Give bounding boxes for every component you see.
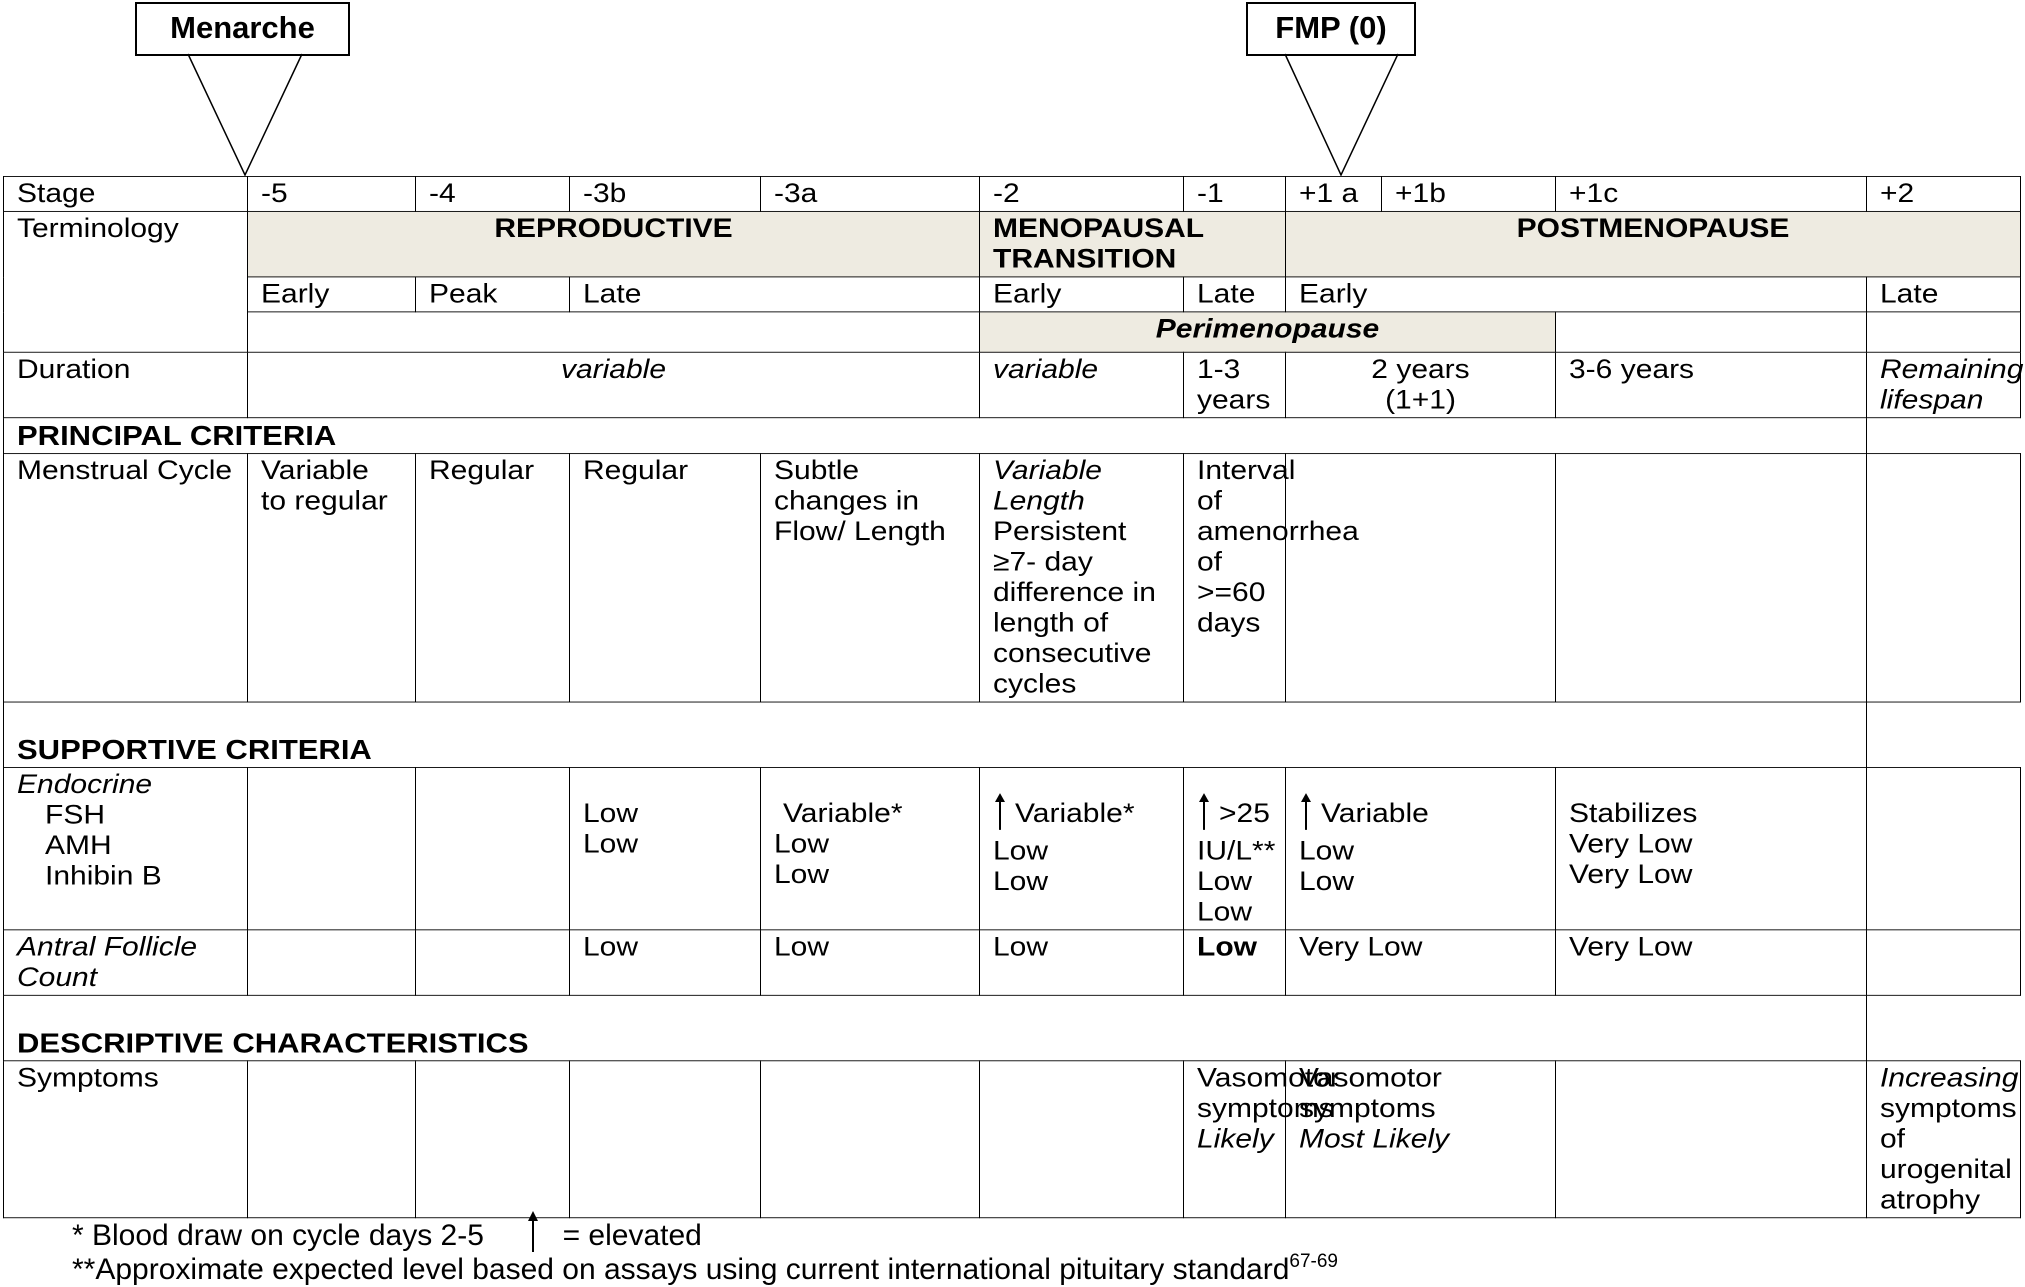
duration-row	[4, 352, 2021, 417]
duration-late-transition: 1-3 years	[1184, 352, 1286, 417]
inhibin-value: Low	[774, 859, 830, 890]
vasomotor-text: Vasomotor symptoms	[1299, 1063, 1442, 1124]
stage-cell: +1b	[1382, 176, 1556, 211]
stage-row	[4, 176, 2021, 211]
subphase-late: Late	[1184, 277, 1286, 312]
empty-cell	[248, 768, 416, 930]
duration-reproductive: variable	[248, 352, 980, 417]
perimenopause-row	[4, 312, 2021, 352]
empty-cell	[1556, 1061, 1867, 1218]
up-arrow-icon	[993, 793, 1007, 831]
duration-label: Duration	[4, 352, 248, 417]
amh-value: Low	[1299, 836, 1355, 866]
stage-cell: -3a	[761, 176, 980, 211]
subphase-early: Early	[1286, 277, 1867, 312]
fsh-label: FSH	[45, 800, 105, 830]
empty-cell	[248, 1061, 416, 1218]
menstrual-variable-length: Variable Length	[993, 455, 1102, 516]
terminology-label: Terminology	[4, 211, 248, 352]
subphase-early: Early	[248, 277, 416, 312]
stage-cell: +2	[1867, 176, 2021, 211]
footnote-2	[72, 1245, 1338, 1287]
symptoms-label: Symptoms	[4, 1061, 248, 1218]
symptoms-row	[4, 1061, 2021, 1218]
endocrine-cell	[570, 768, 761, 930]
perimenopause-band: Perimenopause	[980, 312, 1556, 352]
likelihood-text: Most Likely	[1299, 1124, 1450, 1154]
symptoms-cell	[1184, 1061, 1340, 1218]
duration-early-post	[1286, 352, 1556, 417]
footnote-blood-draw: * Blood draw on cycle days 2-5	[72, 1219, 484, 1252]
amh-label: AMH	[45, 830, 112, 861]
endocrine-cell	[1286, 768, 1556, 930]
descriptive-characteristics-heading: DESCRIPTIVE CHARACTERISTICS	[4, 995, 1867, 1060]
fsh-row	[1299, 798, 1542, 836]
fsh-row	[993, 798, 1170, 836]
subphase-early: Early	[980, 277, 1184, 312]
phase-reproductive: REPRODUCTIVE	[248, 211, 980, 276]
empty-cell	[248, 930, 416, 995]
empty-cell	[416, 768, 570, 930]
up-arrow-icon	[1197, 793, 1211, 831]
symptoms-cell	[1867, 1061, 2021, 1218]
principal-criteria-heading: PRINCIPAL CRITERIA	[4, 418, 1867, 454]
empty-cell	[416, 1061, 570, 1218]
empty-cell	[570, 1061, 761, 1218]
stage-cell: +1c	[1556, 176, 1867, 211]
stage-cell: -5	[248, 176, 416, 211]
footnote-approx: **Approximate expected level based on assays using current international pituitary standard	[72, 1253, 1290, 1286]
inhibin-value: Low	[993, 866, 1049, 897]
vasomotor-text: Vasomotor symptoms	[1197, 1063, 1340, 1124]
menstrual-persistent: Persistent ≥7- day difference in length of consecutive cycles	[993, 516, 1156, 699]
amh-value: Low	[993, 836, 1049, 866]
menstrual-cell	[980, 454, 1184, 702]
menstrual-row	[4, 454, 2021, 702]
duration-early-post-split: (1+1)	[1385, 384, 1456, 415]
endocrine-cell	[980, 768, 1184, 930]
staging-table	[3, 176, 2024, 1218]
duration-post-c: 3-6 years	[1556, 352, 1867, 417]
terminology-row	[4, 211, 2021, 276]
duration-early-transition: variable	[980, 352, 1184, 417]
footnote-reference: 67-69	[1289, 1251, 1338, 1272]
empty-cell	[1867, 454, 2021, 702]
subphase-late: Late	[570, 277, 980, 312]
up-arrow-icon	[1299, 793, 1313, 831]
empty-cell	[980, 1061, 1184, 1218]
fsh-value: Variable	[1321, 798, 1429, 829]
afc-row	[4, 930, 2021, 995]
inhibin-value: Low	[1299, 866, 1355, 897]
afc-label: Antral Follicle Count	[4, 930, 248, 995]
afc-cell: Very Low	[1556, 930, 1867, 995]
menarche-pointer	[188, 54, 302, 175]
endocrine-label-cell	[4, 768, 248, 930]
endocrine-cell	[1556, 768, 1867, 930]
stage-cell: -1	[1184, 176, 1286, 211]
afc-cell: Low	[761, 930, 980, 995]
empty-cell	[1867, 930, 2021, 995]
inhibin-value: Low	[1197, 897, 1253, 927]
subphase-row	[4, 277, 2021, 312]
supportive-criteria-heading: SUPPORTIVE CRITERIA	[4, 702, 1867, 767]
inhibin-value: Very Low	[1569, 859, 1693, 890]
menstrual-label: Menstrual Cycle	[4, 454, 248, 702]
amh-value: Low	[1197, 866, 1253, 897]
empty-cell	[1286, 454, 1556, 702]
stage-label: Stage	[4, 176, 248, 211]
duration-late-post: Remaining lifespan	[1867, 352, 2021, 417]
phase-postmenopause: POSTMENOPAUSE	[1286, 211, 2021, 276]
stage-cell: +1 a	[1286, 176, 1382, 211]
empty-cell	[248, 312, 980, 352]
descriptive-heading-row	[4, 995, 2021, 1060]
menstrual-cell: Subtle changes in Flow/ Length	[761, 454, 980, 702]
footnote-elevated: = elevated	[562, 1219, 702, 1252]
empty-cell	[1867, 768, 2021, 930]
afc-cell: Low	[570, 930, 761, 995]
empty-cell	[1867, 312, 2021, 352]
stage-cell: -3b	[570, 176, 761, 211]
phase-menopausal-transition: MENOPAUSAL TRANSITION	[980, 211, 1286, 276]
increasing-text: Increasing	[1880, 1063, 2019, 1093]
fsh-value: Stabilizes	[1569, 798, 1698, 829]
afc-cell: Very Low	[1286, 930, 1556, 995]
empty-cell	[1556, 312, 1867, 352]
menstrual-cell: Variable to regular	[248, 454, 416, 702]
urogenital-text: symptoms of urogenital atrophy	[1880, 1093, 2017, 1215]
menstrual-cell: Regular	[570, 454, 761, 702]
empty-cell	[1556, 454, 1867, 702]
subphase-late: Late	[1867, 277, 2021, 312]
fmp-pointer	[1285, 54, 1398, 175]
inhibin-value: Low	[583, 828, 639, 859]
supportive-heading-row	[4, 702, 2021, 767]
amh-value: Low	[583, 798, 639, 829]
fsh-value: Variable*	[783, 798, 903, 829]
afc-cell: Low	[1184, 930, 1286, 995]
endocrine-cell	[1184, 768, 1286, 930]
menarche-callout: Menarche	[135, 2, 350, 56]
duration-early-post-years: 2 years	[1371, 354, 1470, 385]
empty-cell	[416, 930, 570, 995]
afc-cell: Low	[980, 930, 1184, 995]
fsh-row	[1197, 798, 1276, 866]
fsh-value: >25 IU/L**	[1197, 798, 1276, 866]
empty-cell	[761, 1061, 980, 1218]
stage-cell: -2	[980, 176, 1184, 211]
menstrual-cell: Regular	[416, 454, 570, 702]
endocrine-label: Endocrine	[17, 769, 153, 800]
fsh-value: Variable*	[1015, 798, 1135, 829]
likelihood-text: Likely	[1197, 1124, 1274, 1154]
amh-value: Low	[774, 828, 830, 859]
fmp-callout: FMP (0)	[1246, 2, 1416, 56]
amh-value: Very Low	[1569, 828, 1693, 859]
stage-cell: -4	[416, 176, 570, 211]
endocrine-cell	[761, 768, 980, 930]
principal-heading-row	[4, 418, 2021, 454]
subphase-peak: Peak	[416, 277, 570, 312]
symptoms-cell	[1286, 1061, 1556, 1218]
inhibin-label: Inhibin B	[45, 861, 162, 891]
menstrual-cell: Interval of amenorrhea of >=60 days	[1184, 454, 1286, 702]
endocrine-row	[4, 768, 2021, 930]
